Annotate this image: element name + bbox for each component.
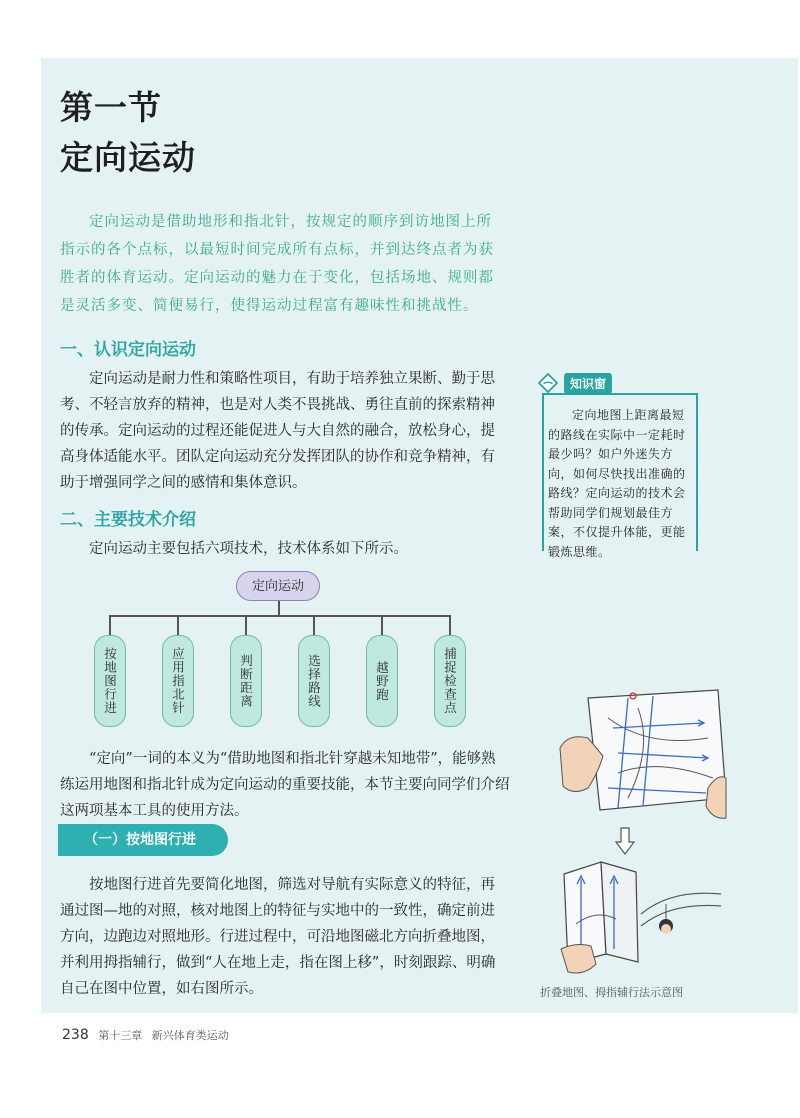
subsection-tag-map-navigation: （一）按地图行进 (58, 824, 228, 856)
footer-chapter: 第十三章 (98, 1029, 143, 1042)
heading-main-techniques: 二、主要技术介绍 (60, 510, 196, 530)
diagram-root-node: 定向运动 (236, 571, 320, 601)
diagram-node-checkpoint: 捕捉检查点 (434, 635, 466, 727)
diagram-node-cross-country: 越野跑 (366, 635, 398, 727)
diamond-book-icon (538, 373, 558, 393)
diagram-connector (278, 601, 280, 615)
paragraph-techniques-lead: 定向运动主要包括六项技术，技术体系如下所示。 (89, 541, 408, 557)
knowledge-window-tag: 知识窗 (564, 373, 612, 394)
page-number: 238 (62, 1027, 89, 1043)
paragraph-understand-orienteering: 定向运动是耐力性和策略性项目，有助于培养独立果断、勤于思考、不轻言放弃的精神，也是对人类不畏挑战、勇往直前的探索精神的传承。定向运动的过程还能促进人与大自然的融合，放松身心，提高身体适能水平。团队定向运动充分发挥团队的协作和竞争精神，有助于增强同学之间的感情和集体意识。 (60, 371, 495, 491)
knowledge-window-header (534, 371, 626, 395)
folded-map-thumb-illustration (556, 854, 726, 979)
section-title: 定向运动 (60, 138, 196, 177)
paragraph-map-navigation: 按地图行进首先要简化地图，筛选对导航有实际意义的特征，再通过图—地的对照，核对地图上的特征与实地中的一致性，确定前进方向，边跑边对照地形。行进过程中，可沿地图磁北方向折叠地图，并利用拇指辅行，做到“人在地上走，指在图上移”，时刻跟踪、明确自己在图中位置，如右图所示。 (60, 877, 496, 997)
diagram-node-compass: 应用指北针 (162, 635, 194, 727)
knowledge-window-text: 定向地图上距离最短的路线在实际中一定耗时最少吗？如户外迷失方向，如何尽快找出准确的路线？定向运动的技术会帮助同学们规划最佳方案，不仅提升体能，更能锻炼思维。 (548, 408, 686, 559)
diagram-connector (110, 615, 450, 617)
down-arrow-icon (614, 826, 636, 856)
technique-system-diagram (90, 566, 490, 746)
diagram-node-map-navigation: 按地图行进 (94, 635, 126, 727)
heading-understand-orienteering: 一、认识定向运动 (60, 340, 196, 360)
map-holding-illustration (558, 678, 728, 828)
intro-paragraph: 定向运动是借助地形和指北针，按规定的顺序到访地图上所指示的各个点标，以最短时间完成所有点标，并到达终点者为获胜者的体育运动。定向运动的魅力在于变化，包括场地、规则都是灵活多变、简便易行，使得运动过程富有趣味性和挑战性。 (60, 214, 494, 314)
diagram-node-distance: 判断距离 (230, 635, 262, 727)
page-footer (62, 1027, 229, 1043)
paragraph-definition: “定向”一词的本义为“借助地图和指北针穿越未知地带”，能够熟练运用地图和指北针成为定向运动的重要技能，本节主要向同学们介绍这两项基本工具的使用方法。 (60, 751, 510, 819)
diagram-node-route: 选择路线 (298, 635, 330, 727)
section-number-title: 第一节 (60, 88, 162, 127)
illustration-caption: 折叠地图、拇指辅行法示意图 (540, 986, 683, 999)
footer-chapter-title: 新兴体育类运动 (151, 1029, 229, 1042)
